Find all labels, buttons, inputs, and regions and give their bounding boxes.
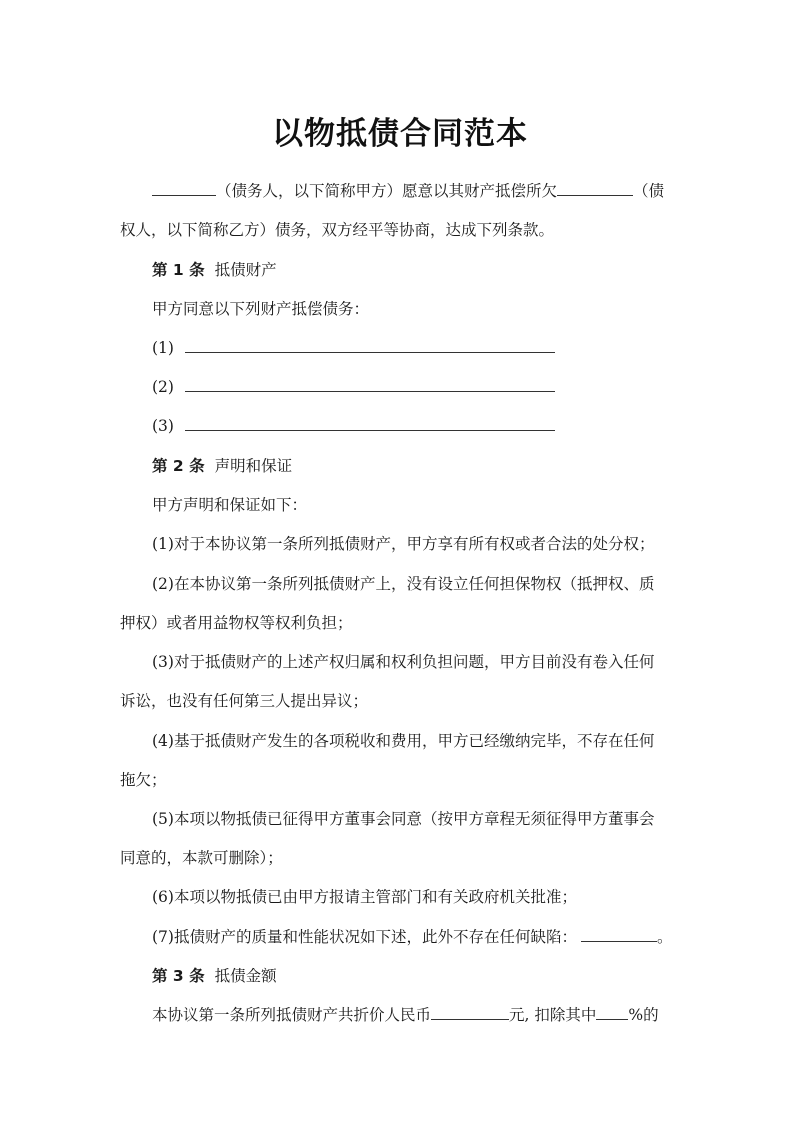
property-item-3-label: (3)	[152, 417, 174, 435]
article-2-title: 声明和保证	[214, 457, 293, 475]
warranty-4-line-1: (4)基于抵债财产发生的各项税收和费用，甲方已经缴纳完毕，不存在任何	[152, 732, 655, 750]
warranty-3-line-1: (3)对于抵债财产的上述产权归属和权利负担问题，甲方目前没有卷入任何	[152, 653, 655, 671]
property-item-3-blank	[185, 415, 555, 431]
defect-blank	[581, 926, 657, 942]
percent-blank	[596, 1004, 628, 1020]
article-3-title: 抵债金额	[214, 967, 277, 985]
article-1-title: 抵债财产	[214, 261, 277, 279]
warranty-2-line-1: (2)在本协议第一条所列抵债财产上，没有设立任何担保物权（抵押权、质	[152, 575, 655, 593]
property-item-2	[152, 376, 555, 398]
warranty-1: (1)对于本协议第一条所列抵债财产，甲方享有所有权或者合法的处分权；	[152, 535, 655, 553]
article-3-heading	[152, 965, 277, 987]
warranty-6: (6)本项以物抵债已由甲方报请主管部门和有关政府机关批准；	[152, 888, 577, 906]
article-1-lead: 甲方同意以下列财产抵偿债务：	[152, 300, 370, 318]
property-item-1	[152, 337, 555, 359]
creditor-blank	[557, 180, 633, 196]
property-item-2-label: (2)	[152, 378, 174, 396]
warranty-5-line-1: (5)本项以物抵债已征得甲方董事会同意（按甲方章程无须征得甲方董事会	[152, 810, 655, 828]
warranty-5-line-2: 同意的，本款可删除）；	[120, 849, 283, 867]
warranty-7-text: (7)抵债财产的质量和性能状况如下述，此外不存在任何缺陷：	[152, 928, 577, 946]
article-1-heading	[152, 259, 277, 281]
property-item-1-blank	[185, 337, 555, 353]
debtor-blank	[152, 180, 216, 196]
amount-blank	[431, 1004, 509, 1020]
article-1-number: 第 1 条	[152, 261, 205, 279]
intro-line-1	[152, 180, 664, 202]
warranty-2-line-2: 押权）或者用益物权等权利负担；	[120, 614, 353, 632]
article-2-number: 第 2 条	[152, 457, 205, 475]
article-3-text-a: 本协议第一条所列抵债财产共折价人民币	[152, 1006, 432, 1024]
warranty-3-line-2: 诉讼，也没有任何第三人提出异议；	[120, 692, 369, 710]
article-3-paragraph	[152, 1004, 659, 1026]
warranty-7-end: 。	[656, 928, 673, 946]
property-item-3	[152, 415, 555, 437]
article-2-lead: 甲方声明和保证如下：	[152, 496, 308, 514]
property-item-2-blank	[185, 376, 555, 392]
article-3-text-b: 元, 扣除其中	[509, 1006, 597, 1024]
article-3-text-c: %的	[628, 1006, 659, 1024]
article-3-number: 第 3 条	[152, 967, 205, 985]
intro-line-2: 权人，以下简称乙方）债务，双方经平等协商，达成下列条款。	[120, 221, 555, 239]
warranty-4-line-2: 拖欠；	[120, 771, 167, 789]
article-2-heading	[152, 455, 292, 477]
document-title: 以物抵债合同范本	[272, 116, 528, 152]
intro-text-1: （债务人，以下简称甲方）愿意以其财产抵偿所欠	[216, 182, 558, 200]
intro-text-1-end: （债	[633, 182, 665, 200]
warranty-7	[152, 926, 672, 948]
property-item-1-label: (1)	[152, 339, 174, 357]
